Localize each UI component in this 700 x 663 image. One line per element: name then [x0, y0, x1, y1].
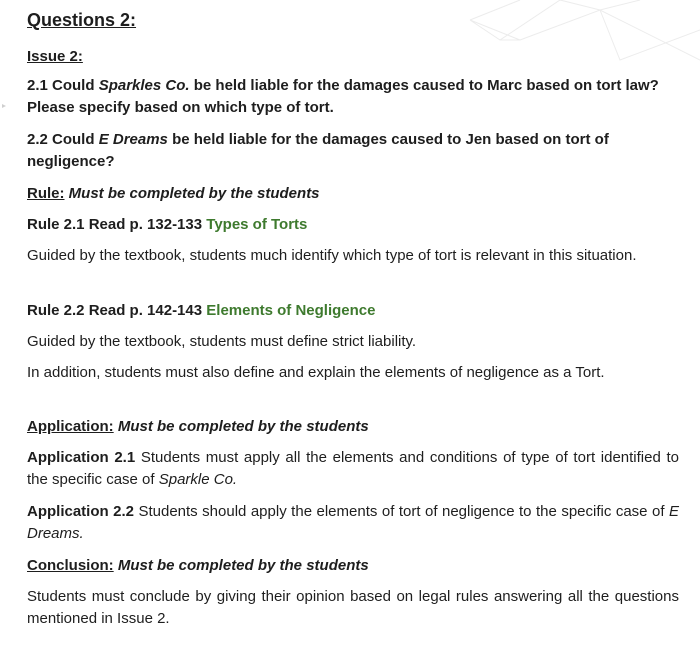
rule-2-1-text: Guided by the textbook, students much identify which type of tort is relevant in this situation.	[27, 247, 637, 264]
application-heading: Application: Must be completed by the students	[27, 418, 369, 435]
conclusion-heading: Conclusion: Must be completed by the students	[27, 557, 369, 574]
question-2-2: 2.2 Could E Dreams be held liable for the damages caused to Jen based on tort of negligence?	[27, 131, 609, 170]
application-2-1: Application 2.1 Students must apply all the elements and conditions of type of tort identified to the specific case of Sparkle Co.	[27, 449, 679, 488]
question-2-1: 2.1 Could Sparkles Co. be held liable for the damages caused to Marc based on tort law? Please specify based on which type of tort.	[27, 77, 659, 116]
rule-2-2-text-1: Guided by the textbook, students must define strict liability.	[27, 333, 417, 350]
rule-label: Rule:	[27, 185, 65, 202]
types-of-torts-link[interactable]: Types of Torts	[206, 216, 308, 233]
issue-heading: Issue 2:	[27, 48, 83, 65]
rule-2-1-heading: Rule 2.1 Read p. 132-133 Types of Torts	[27, 216, 308, 233]
conclusion-label: Conclusion:	[27, 557, 114, 574]
left-edge-mark	[2, 104, 6, 108]
conclusion-text: Students must conclude by giving their opinion based on legal rules answering all the questions mentioned in Issue 2.	[27, 588, 679, 627]
rule-2-2-text-2: In addition, students must also define and explain the elements of negligence as a Tort.	[27, 364, 605, 381]
elements-of-negligence-link[interactable]: Elements of Negligence	[206, 302, 376, 319]
application-label: Application:	[27, 418, 114, 435]
page-title: Questions 2:	[27, 10, 137, 30]
rule-2-2-heading: Rule 2.2 Read p. 142-143 Elements of Negligence	[27, 302, 376, 319]
application-2-2: Application 2.2 Students should apply the elements of tort of negligence to the specific case of E Dreams.	[27, 503, 679, 542]
rule-heading: Rule: Must be completed by the students	[27, 185, 320, 202]
